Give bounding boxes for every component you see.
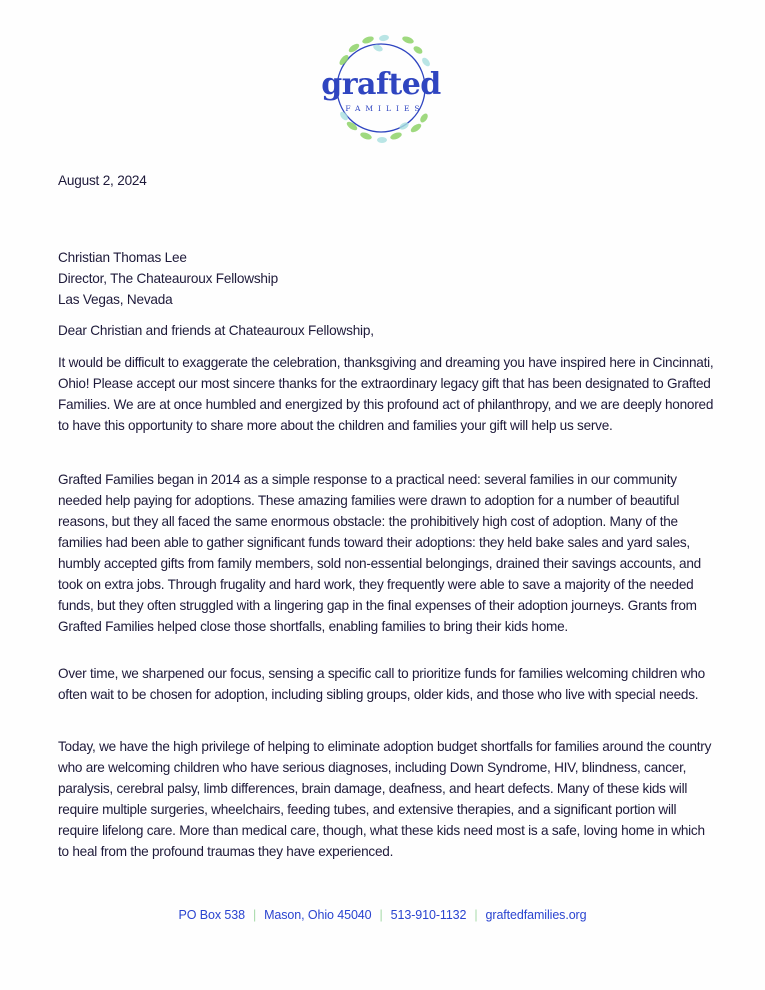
footer-separator: | — [379, 908, 383, 922]
body-paragraph: Grafted Families began in 2014 as a simple response to a practical need: several families in our community needed help paying for adoptions. These amazing families were drawn to adoption for a number of beautiful reasons, but they all faced the same enormous obstacle: the prohibitively high cost of adoption. Many of the families had been able to gather significant funds toward their adoptions: they held bake sales and yard sales, humbly accepted gifts from family members, sold non-essential belongings, drained their savings accounts, and took on extra jobs. Through frugality and hard work, they frequently were able to save a majority of the needed funds, but they often struggled with a lingering gap in the final expenses of their adoption journeys. Grants from Grafted Families helped close those shortfalls, enabling families to bring their kids home. — [58, 472, 701, 634]
grafted-families-logo — [316, 26, 446, 150]
recipient-address — [58, 247, 278, 310]
letterhead-footer — [0, 908, 765, 922]
salutation: Dear Christian and friends at Chateauroux Fellowship, — [58, 323, 374, 338]
logo-subword: FAMILIES — [345, 104, 425, 113]
logo-wordmark: grafted — [321, 67, 441, 102]
letter-date: August 2, 2024 — [58, 173, 147, 188]
footer-website[interactable]: graftedfamilies.org — [485, 908, 587, 922]
footer-separator: | — [252, 908, 257, 922]
recipient-location: Las Vegas, Nevada — [58, 292, 173, 307]
footer-po-box: PO Box 538 — [178, 908, 245, 922]
body-paragraph: Over time, we sharpened our focus, sensing a specific call to prioritize funds for families welcoming children who often wait to be chosen for adoption, including sibling groups, older kids, and those who live with special needs. — [58, 666, 705, 702]
footer-separator: | — [474, 908, 478, 922]
footer-phone: 513-910-1132 — [390, 908, 467, 922]
recipient-name: Christian Thomas Lee — [58, 250, 187, 265]
body-paragraph: It would be difficult to exaggerate the celebration, thanksgiving and dreaming you have inspired here in Cincinnati, Ohio! Please accept our most sincere thanks for the extraordinary legacy gift that has been designated to Grafted Families. We are at once humbled and energized by this profound act of philanthropy, and we are deeply honored to have this opportunity to share more about the children and families your gift will help us serve. — [58, 355, 714, 433]
footer-city: Mason, Ohio 45040 — [264, 908, 372, 922]
body-paragraph: Today, we have the high privilege of helping to eliminate adoption budget shortfalls for families around the country who are welcoming children who have serious diagnoses, including Down Syndrome, HIV, blindness, cancer, paralysis, cerebral palsy, limb differences, brain damage, deafness, and heart defects. Many of these kids will require multiple surgeries, wheelchairs, feeding tubes, and extensive therapies, and a significant portion will require lifelong care. More than medical care, though, what these kids need most is a safe, loving home in which to heal from the profound traumas they have experienced. — [58, 739, 712, 859]
recipient-title: Director, The Chateauroux Fellowship — [58, 271, 278, 286]
